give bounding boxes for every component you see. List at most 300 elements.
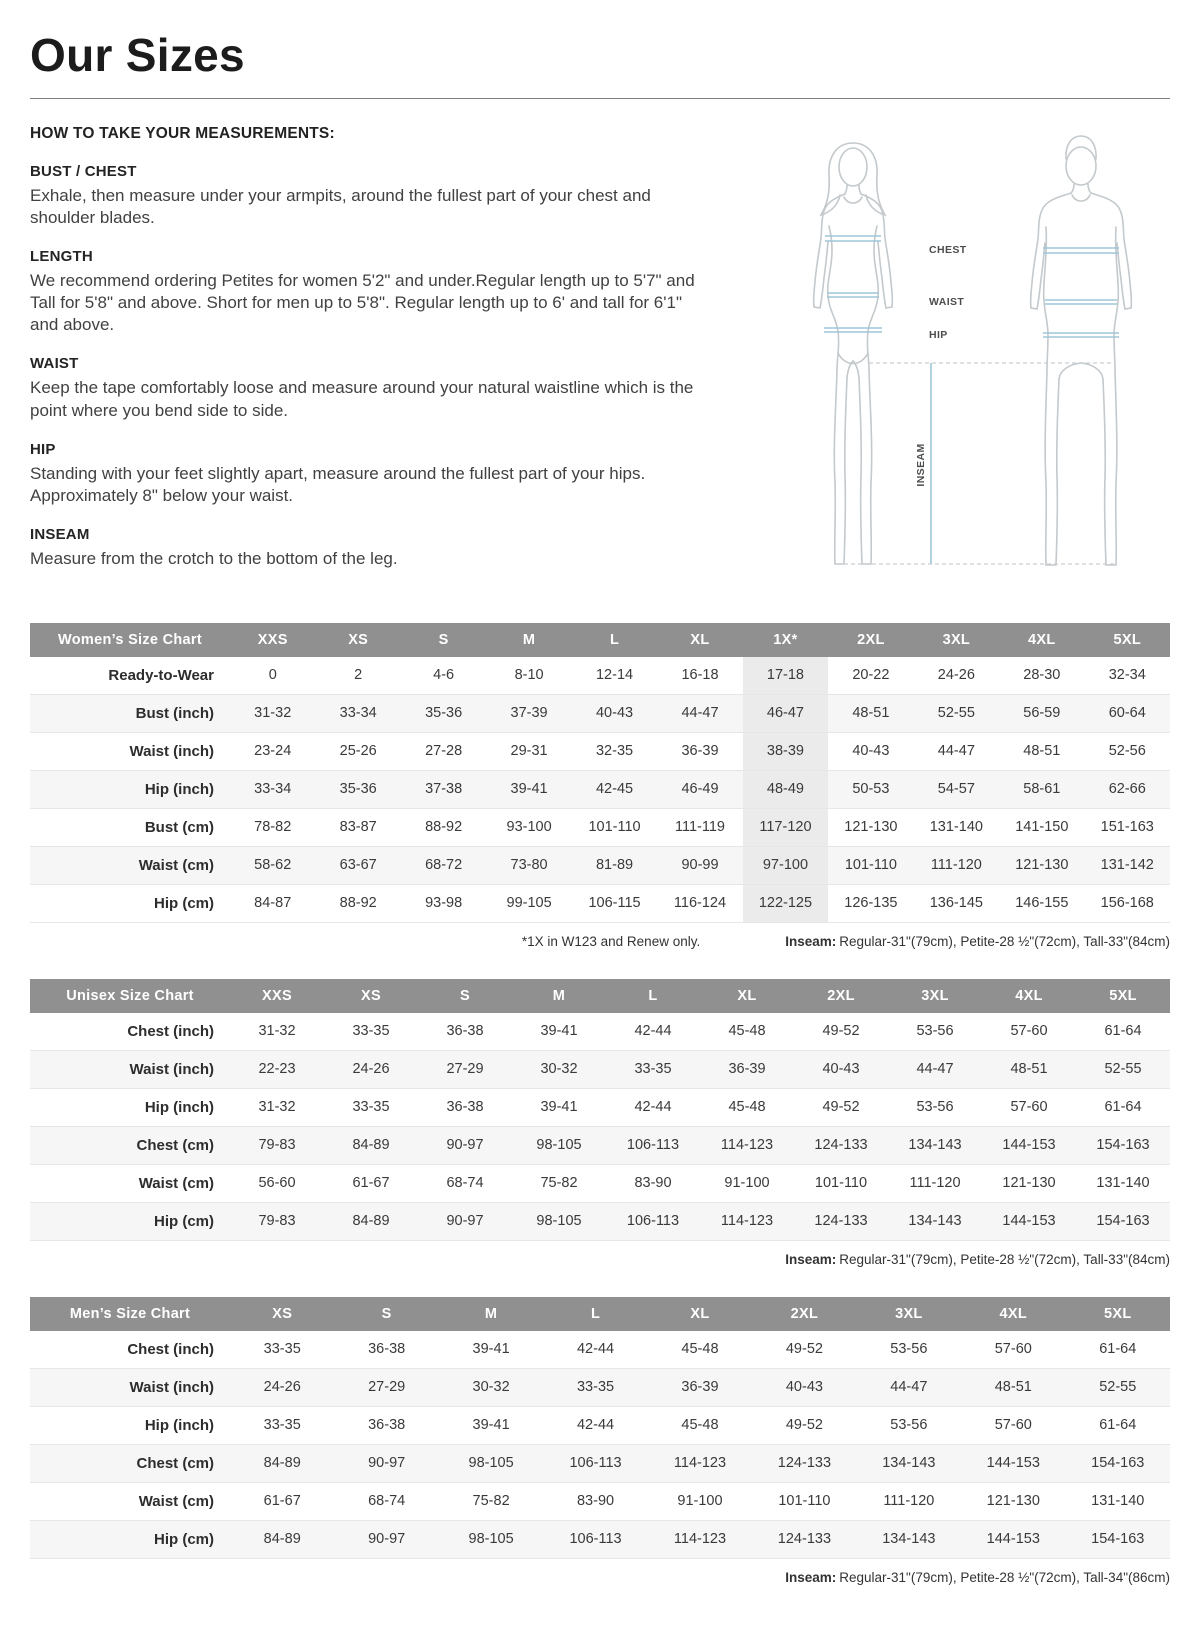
size-cell: 68-74	[446, 1175, 484, 1192]
size-cell: 45-48	[681, 1417, 719, 1434]
row-label: Hip (inch)	[144, 1416, 214, 1434]
size-cell: 33-35	[352, 1099, 390, 1116]
size-cell: 49-52	[822, 1099, 860, 1116]
inseam-label: INSEAM	[915, 443, 927, 487]
size-cell: 154-163	[1091, 1531, 1145, 1548]
size-cell: 84-89	[352, 1137, 390, 1154]
size-cell: 33-35	[263, 1341, 301, 1358]
row-label: Hip (cm)	[154, 894, 214, 912]
size-cell: 33-35	[352, 1023, 390, 1040]
size-column-header: L	[572, 623, 657, 657]
size-cell: 98-105	[536, 1137, 582, 1154]
size-cell: 90-97	[446, 1137, 484, 1154]
instruction-body: Keep the tape comfortably loose and measure around your natural waistline which is the point where you bend side to side.	[30, 378, 694, 420]
size-column-header: M	[512, 979, 606, 1013]
size-cell: 61-64	[1099, 1341, 1137, 1358]
size-cell: 57-60	[994, 1417, 1032, 1434]
size-cell: 124-133	[814, 1213, 868, 1230]
size-cell: 31-32	[258, 1023, 296, 1040]
size-table-header-row	[30, 979, 1170, 1013]
size-cell: 84-89	[263, 1455, 301, 1472]
size-cell: 114-123	[673, 1455, 727, 1472]
size-column-header: 2XL	[794, 979, 888, 1013]
size-cell: 111-119	[674, 819, 725, 836]
size-cell: 99-105	[506, 895, 552, 912]
row-label: Hip (inch)	[144, 780, 214, 798]
size-table	[30, 1297, 1170, 1559]
inseam-footnote-label: Inseam:	[785, 1251, 837, 1267]
size-cell: 68-74	[368, 1493, 406, 1510]
measurement-figure	[772, 125, 1170, 589]
row-label: Chest (inch)	[127, 1340, 214, 1358]
size-column-header: S	[418, 979, 512, 1013]
size-cell: 75-82	[472, 1493, 510, 1510]
size-cell: 30-32	[472, 1379, 510, 1396]
size-column-header: XS	[230, 1297, 334, 1331]
size-table-row	[30, 1520, 1170, 1558]
hip-label: HIP	[929, 329, 948, 341]
measurement-guide	[30, 125, 1170, 589]
size-cell: 57-60	[1010, 1023, 1048, 1040]
size-table-row	[30, 1482, 1170, 1520]
size-cell: 117-120	[743, 808, 828, 846]
size-cell: 56-60	[258, 1175, 296, 1192]
size-cell: 22-23	[258, 1061, 296, 1078]
size-cell: 44-47	[890, 1379, 928, 1396]
instruction-title: LENGTH	[30, 248, 93, 266]
size-cell: 24-26	[263, 1379, 301, 1396]
row-label: Hip (inch)	[144, 1098, 214, 1116]
size-cell: 101-110	[814, 1175, 868, 1192]
size-cell: 35-36	[425, 705, 463, 722]
mens-size-table-container	[30, 1297, 1170, 1559]
size-table-row	[30, 1444, 1170, 1482]
size-cell: 106-113	[569, 1531, 622, 1548]
size-cell: 151-163	[1100, 819, 1154, 836]
size-cell: 146-155	[1015, 895, 1069, 912]
size-cell: 124-133	[777, 1455, 832, 1472]
mens-chart-footnotes	[30, 1570, 1170, 1585]
size-cell: 52-56	[1108, 743, 1146, 760]
size-cell: 88-92	[339, 895, 377, 912]
size-cell: 98-105	[536, 1213, 582, 1230]
size-column-header: 5XL	[1066, 1297, 1171, 1331]
size-cell: 25-26	[339, 743, 377, 760]
inseam-footnote-label: Inseam:	[785, 933, 837, 949]
size-table-row	[30, 1088, 1170, 1126]
size-table	[30, 623, 1170, 923]
size-cell: 40-43	[785, 1379, 823, 1396]
size-cell: 45-48	[681, 1341, 719, 1358]
row-label: Bust (cm)	[144, 818, 214, 836]
size-cell: 121-130	[1002, 1175, 1056, 1192]
size-cell: 36-38	[446, 1099, 484, 1116]
size-cell: 60-64	[1108, 705, 1146, 722]
size-cell: 52-55	[1104, 1061, 1142, 1078]
unisex-size-table-container	[30, 979, 1170, 1241]
size-cell: 90-99	[681, 857, 719, 874]
size-cell: 134-143	[908, 1213, 962, 1230]
row-label: Chest (inch)	[127, 1022, 214, 1040]
size-cell: 12-14	[595, 667, 634, 684]
size-cell: 84-89	[263, 1531, 301, 1548]
size-cell: 42-44	[576, 1341, 615, 1358]
size-column-header: M	[486, 623, 571, 657]
size-column-header: XS	[315, 623, 400, 657]
inseam-footnote-value: Regular-31"(79cm), Petite-28 ½"(72cm), Tall-33"(84cm)	[839, 933, 1170, 949]
size-cell: 75-82	[540, 1175, 578, 1192]
size-cell: 114-123	[720, 1213, 774, 1230]
size-cell: 42-45	[595, 781, 634, 798]
size-cell: 114-123	[720, 1137, 774, 1154]
size-cell: 124-133	[777, 1531, 832, 1548]
size-table-row	[30, 657, 1170, 695]
size-column-header: L	[543, 1297, 647, 1331]
instruction-body: Standing with your feet slightly apart, measure around the fullest part of your hips. Approximately 8" below your waist.	[30, 463, 646, 505]
size-cell: 121-130	[986, 1493, 1040, 1510]
size-cell: 106-115	[588, 895, 641, 912]
size-cell: 53-56	[890, 1341, 928, 1358]
size-cell: 40-43	[822, 1061, 860, 1078]
size-cell: 36-38	[368, 1417, 406, 1434]
size-cell: 131-140	[929, 819, 983, 836]
size-cell: 101-110	[844, 857, 897, 874]
size-cell: 33-35	[576, 1379, 615, 1396]
size-cell: 121-130	[1015, 857, 1069, 874]
size-cell: 106-113	[569, 1455, 622, 1472]
row-label: Bust (inch)	[135, 704, 214, 722]
size-cell: 124-133	[814, 1137, 868, 1154]
size-cell: 144-153	[986, 1455, 1040, 1472]
size-table-row	[30, 732, 1170, 770]
measurement-instructions	[30, 125, 772, 589]
size-column-header: XXS	[230, 979, 324, 1013]
size-table-row	[30, 1050, 1170, 1088]
size-cell: 106-113	[626, 1137, 680, 1154]
size-column-header: 4XL	[999, 623, 1084, 657]
size-cell: 90-97	[446, 1213, 484, 1230]
row-label: Hip (cm)	[154, 1212, 214, 1230]
male-figure-icon	[1031, 136, 1132, 565]
inseam-footnote	[785, 1570, 1170, 1585]
size-cell: 144-153	[986, 1531, 1040, 1548]
size-column-header: 4XL	[982, 979, 1076, 1013]
size-cell: 29-31	[510, 743, 548, 760]
size-column-header: 2XL	[752, 1297, 856, 1331]
instruction-title: INSEAM	[30, 525, 90, 543]
size-cell: 154-163	[1096, 1137, 1150, 1154]
size-cell: 17-18	[743, 657, 828, 695]
row-label: Chest (cm)	[136, 1454, 214, 1472]
womens-size-table-container	[30, 623, 1170, 923]
size-cell: 31-32	[258, 1099, 296, 1116]
size-cell: 58-61	[1023, 781, 1061, 798]
size-cell: 40-43	[852, 743, 890, 760]
size-column-header: 3XL	[914, 623, 999, 657]
size-cell: 48-49	[743, 770, 828, 808]
instruction-body: We recommend ordering Petites for women 5'2" and under.Regular length up to 5'7" and Tall for 5'8" and above. Short for men up to 5'8". Regular length up to 6' and tall for 6'1" and above.	[30, 271, 695, 335]
size-table-row	[30, 808, 1170, 846]
size-cell: 31-32	[254, 705, 292, 722]
size-cell: 20-22	[852, 667, 890, 684]
row-label: Chest (cm)	[136, 1136, 214, 1154]
size-cell: 37-38	[425, 781, 463, 798]
size-cell: 33-35	[634, 1061, 672, 1078]
size-cell: 106-113	[626, 1213, 680, 1230]
size-cell: 2	[354, 667, 363, 684]
size-column-header: M	[439, 1297, 543, 1331]
size-cell: 61-64	[1099, 1417, 1137, 1434]
size-cell: 144-153	[1002, 1213, 1056, 1230]
row-label: Waist (cm)	[138, 1492, 214, 1510]
womens-size-chart	[30, 623, 1170, 949]
size-cell: 141-150	[1015, 819, 1069, 836]
size-column-header: 5XL	[1085, 623, 1170, 657]
size-cell: 39-41	[510, 781, 548, 798]
size-cell: 27-28	[425, 743, 463, 760]
row-label: Ready-to-Wear	[108, 666, 214, 684]
size-cell: 33-34	[339, 705, 377, 722]
size-cell: 53-56	[916, 1099, 954, 1116]
size-cell: 28-30	[1023, 667, 1061, 684]
size-column-header: 4XL	[961, 1297, 1065, 1331]
size-cell: 93-98	[425, 895, 463, 912]
size-cell: 57-60	[994, 1341, 1032, 1358]
instructions-heading: HOW TO TAKE YOUR MEASUREMENTS:	[30, 125, 335, 142]
size-cell: 79-83	[258, 1137, 296, 1154]
size-table-row	[30, 846, 1170, 884]
instruction-title: WAIST	[30, 355, 79, 373]
size-column-header: 5XL	[1076, 979, 1170, 1013]
size-cell: 88-92	[425, 819, 463, 836]
size-cell: 154-163	[1096, 1213, 1150, 1230]
size-table-row	[30, 1202, 1170, 1240]
instruction-section-hip	[30, 441, 772, 507]
size-cell: 23-24	[254, 743, 292, 760]
row-label: Waist (inch)	[129, 1060, 214, 1078]
size-cell: 131-142	[1100, 857, 1154, 874]
size-cell: 68-72	[425, 857, 463, 874]
size-cell: 84-89	[352, 1213, 390, 1230]
size-cell: 38-39	[743, 732, 828, 770]
size-cell: 39-41	[540, 1099, 578, 1116]
womens-chart-footnotes	[30, 934, 1170, 949]
size-cell: 48-51	[852, 705, 890, 722]
size-cell: 90-97	[368, 1455, 406, 1472]
size-column-header: S	[334, 1297, 438, 1331]
size-cell: 90-97	[368, 1531, 406, 1548]
inseam-footnote	[785, 934, 1170, 949]
size-cell: 93-100	[506, 819, 552, 836]
size-cell: 49-52	[785, 1417, 823, 1434]
size-cell: 134-143	[908, 1137, 962, 1154]
size-cell: 111-120	[909, 1175, 961, 1192]
size-cell: 61-67	[263, 1493, 301, 1510]
instruction-title: HIP	[30, 440, 56, 458]
size-cell: 45-48	[728, 1099, 766, 1116]
instruction-title: BUST / CHEST	[30, 163, 137, 180]
unisex-size-chart	[30, 979, 1170, 1267]
chest-label: CHEST	[929, 244, 967, 256]
size-cell: 46-49	[681, 781, 719, 798]
size-cell: 53-56	[916, 1023, 954, 1040]
size-cell: 27-29	[368, 1379, 406, 1396]
size-column-header: XL	[700, 979, 794, 1013]
size-cell: 35-36	[339, 781, 377, 798]
one-x-footnote: *1X in W123 and Renew only.	[521, 933, 701, 949]
size-cell: 101-110	[778, 1493, 831, 1510]
size-column-header: XL	[648, 1297, 752, 1331]
size-cell: 84-87	[254, 895, 292, 912]
table-title-cell: Men’s Size Chart	[30, 1297, 230, 1331]
row-label: Hip (cm)	[154, 1530, 214, 1548]
size-cell: 39-41	[472, 1341, 510, 1358]
size-cell: 134-143	[882, 1531, 936, 1548]
page-title: Our Sizes	[30, 29, 245, 81]
size-cell: 97-100	[743, 846, 828, 884]
row-label: Waist (cm)	[138, 1174, 214, 1192]
size-cell: 63-67	[339, 857, 377, 874]
size-table	[30, 979, 1170, 1241]
size-cell: 42-44	[634, 1099, 672, 1116]
size-column-header: XS	[324, 979, 418, 1013]
size-cell: 58-62	[254, 857, 292, 874]
size-cell: 48-51	[1010, 1061, 1048, 1078]
size-cell: 101-110	[588, 819, 641, 836]
size-cell: 36-39	[681, 1379, 719, 1396]
size-cell: 83-87	[339, 819, 377, 836]
size-cell: 83-90	[634, 1175, 672, 1192]
size-cell: 16-18	[681, 667, 719, 684]
size-cell: 136-145	[929, 895, 983, 912]
size-cell: 144-153	[1002, 1137, 1056, 1154]
size-cell: 116-124	[673, 895, 727, 912]
table-title-cell: Women’s Size Chart	[30, 623, 230, 657]
size-cell: 56-59	[1023, 705, 1061, 722]
size-column-header: 1X*	[743, 623, 828, 657]
size-cell: 36-38	[446, 1023, 484, 1040]
size-cell: 52-55	[937, 705, 975, 722]
size-table-row	[30, 1164, 1170, 1202]
size-cell: 53-56	[890, 1417, 928, 1434]
size-cell: 33-34	[254, 781, 292, 798]
inseam-footnote	[785, 1252, 1170, 1267]
measurement-lines	[824, 236, 1119, 337]
title-divider	[30, 98, 1170, 99]
size-cell: 134-143	[882, 1455, 936, 1472]
size-cell: 131-140	[1096, 1175, 1150, 1192]
size-cell: 36-39	[728, 1061, 766, 1078]
female-figure-icon	[814, 143, 893, 564]
size-cell: 61-64	[1104, 1023, 1142, 1040]
size-table-row	[30, 1126, 1170, 1164]
size-cell: 122-125	[743, 884, 828, 922]
size-cell: 32-34	[1108, 667, 1146, 684]
size-cell: 98-105	[468, 1455, 514, 1472]
size-table-header-row	[30, 623, 1170, 657]
size-cell: 114-123	[673, 1531, 727, 1548]
size-cell: 39-41	[540, 1023, 578, 1040]
inseam-footnote-value: Regular-31"(79cm), Petite-28 ½"(72cm), Tall-34"(86cm)	[839, 1569, 1170, 1585]
size-column-header: 3XL	[857, 1297, 961, 1331]
size-cell: 42-44	[634, 1023, 672, 1040]
size-cell: 73-80	[510, 857, 548, 874]
size-table-header-row	[30, 1297, 1170, 1331]
row-label: Waist (inch)	[129, 742, 214, 760]
size-cell: 0	[268, 667, 277, 684]
size-cell: 121-130	[844, 819, 898, 836]
size-column-header: L	[606, 979, 700, 1013]
size-table-row	[30, 884, 1170, 922]
size-cell: 44-47	[937, 743, 975, 760]
size-cell: 4-6	[433, 667, 455, 684]
waist-label: WAIST	[929, 296, 965, 308]
size-cell: 156-168	[1100, 895, 1154, 912]
size-cell: 30-32	[540, 1061, 578, 1078]
size-cell: 46-47	[743, 694, 828, 732]
inseam-footnote-value: Regular-31"(79cm), Petite-28 ½"(72cm), Tall-33"(84cm)	[839, 1251, 1170, 1267]
instruction-section-waist	[30, 355, 772, 421]
size-cell: 49-52	[785, 1341, 823, 1358]
mens-size-chart	[30, 1297, 1170, 1585]
size-table-row	[30, 1368, 1170, 1406]
size-cell: 45-48	[728, 1023, 766, 1040]
size-table-row	[30, 1406, 1170, 1444]
size-cell: 61-64	[1104, 1099, 1142, 1116]
size-column-header: XL	[657, 623, 742, 657]
size-cell: 8-10	[514, 667, 544, 684]
size-table-row	[30, 770, 1170, 808]
inseam-guide-lines	[837, 363, 1115, 564]
size-cell: 62-66	[1108, 781, 1146, 798]
size-cell: 81-89	[595, 857, 634, 874]
body-measurement-diagram	[781, 125, 1161, 583]
size-cell: 83-90	[576, 1493, 615, 1510]
size-cell: 126-135	[844, 895, 898, 912]
size-column-header: XXS	[230, 623, 315, 657]
size-cell: 32-35	[595, 743, 634, 760]
size-cell: 52-55	[1099, 1379, 1137, 1396]
size-cell: 42-44	[576, 1417, 615, 1434]
size-cell: 27-29	[446, 1061, 484, 1078]
row-label: Waist (inch)	[129, 1378, 214, 1396]
size-column-header: 3XL	[888, 979, 982, 1013]
size-cell: 154-163	[1091, 1455, 1145, 1472]
size-table-row	[30, 1013, 1170, 1051]
size-table-row	[30, 694, 1170, 732]
inseam-footnote-label: Inseam:	[785, 1569, 837, 1585]
size-column-header: S	[401, 623, 486, 657]
size-cell: 24-26	[937, 667, 975, 684]
size-cell: 44-47	[916, 1061, 954, 1078]
size-cell: 61-67	[352, 1175, 390, 1192]
size-cell: 33-35	[263, 1417, 301, 1434]
size-column-header: 2XL	[828, 623, 913, 657]
size-cell: 111-120	[883, 1493, 935, 1510]
instruction-body: Measure from the crotch to the bottom of the leg.	[30, 548, 398, 568]
size-cell: 24-26	[352, 1061, 390, 1078]
unisex-chart-footnotes	[30, 1252, 1170, 1267]
instruction-section-length	[30, 248, 772, 336]
size-cell: 48-51	[1023, 743, 1061, 760]
instruction-section-bust-chest	[30, 163, 772, 229]
table-title-cell: Unisex Size Chart	[30, 979, 230, 1013]
size-cell: 48-51	[994, 1379, 1032, 1396]
row-label: Waist (cm)	[138, 856, 214, 874]
size-cell: 37-39	[510, 705, 548, 722]
size-cell: 79-83	[258, 1213, 296, 1230]
size-cell: 50-53	[852, 781, 890, 798]
